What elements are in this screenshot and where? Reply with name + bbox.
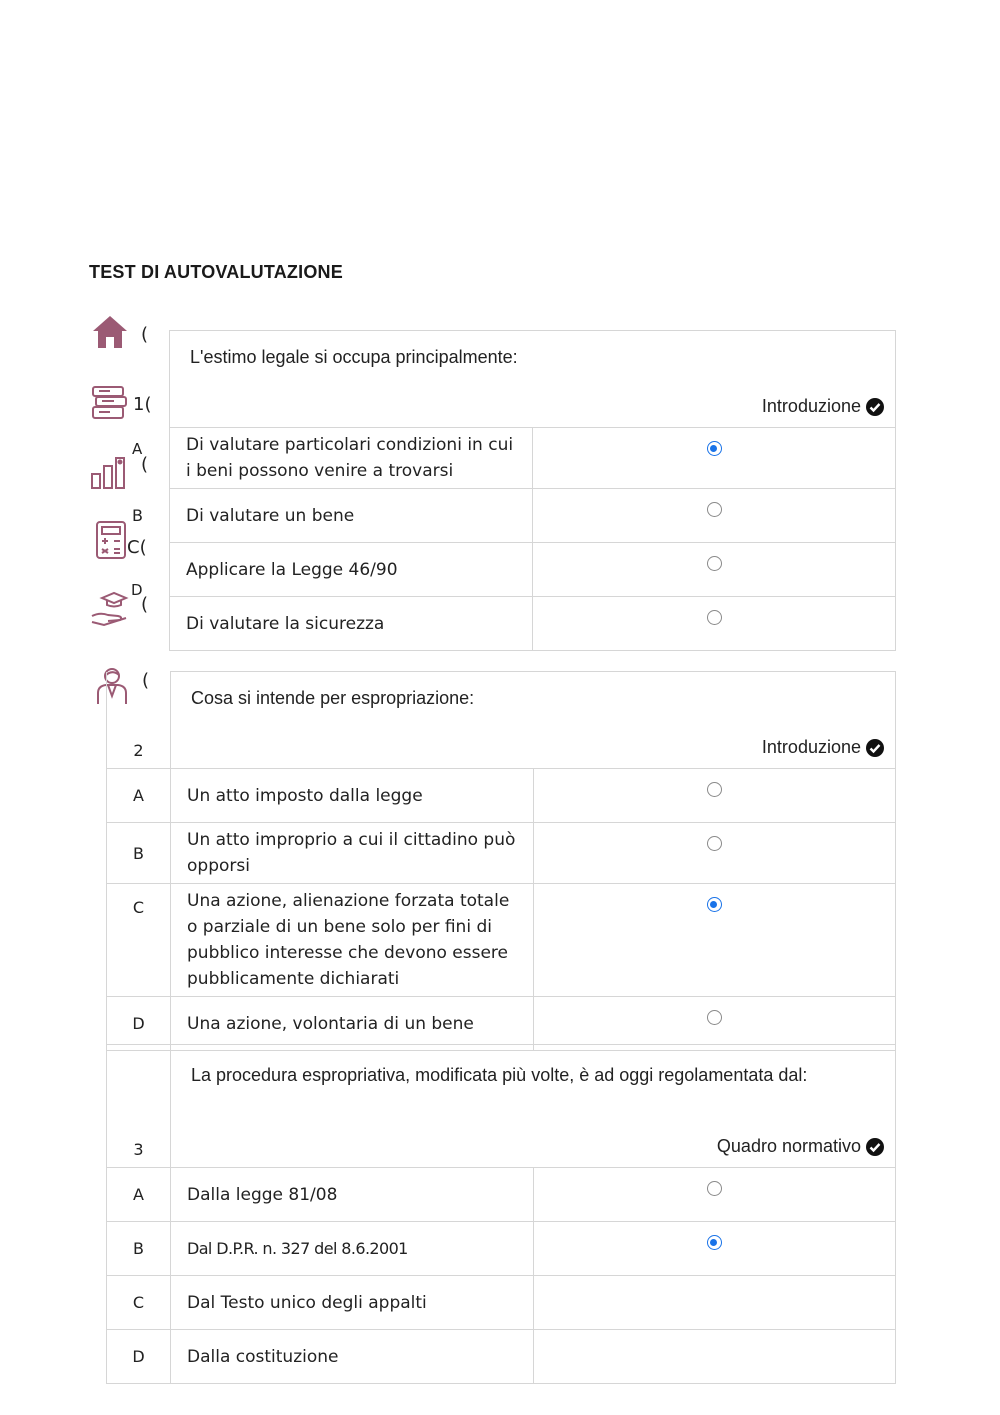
empty-radio-cell (533, 1330, 896, 1384)
answer-row[interactable] (107, 1276, 896, 1330)
answer-radio[interactable] (707, 502, 722, 517)
rail-glyph: ( (142, 670, 150, 691)
answer-text: Una azione, volontaria di un bene (171, 997, 534, 1051)
answer-row[interactable] (107, 997, 896, 1051)
question-2-table (106, 671, 896, 1051)
question-text: Cosa si intende per espropriazione: (191, 688, 475, 708)
rail-glyph: 1( (133, 394, 152, 415)
answer-letter (106, 428, 170, 489)
answer-radio-selected[interactable] (707, 897, 722, 912)
page-title: TEST DI AUTOVALUTAZIONE (89, 262, 343, 282)
answer-letter: B (132, 506, 143, 525)
question-header (106, 331, 896, 428)
answer-text: Dal D.P.R. n. 327 del 8.6.2001 (171, 1222, 534, 1276)
answer-radio[interactable] (707, 782, 722, 797)
question-topic (717, 1136, 885, 1157)
topic-label: Quadro normativo (716, 1136, 861, 1156)
check-circle-icon (865, 1137, 885, 1157)
answer-radio-selected[interactable] (707, 441, 722, 456)
answer-radio[interactable] (707, 1181, 722, 1196)
question-topic (762, 396, 885, 417)
answer-row[interactable] (107, 823, 896, 884)
rail-glyph: C( (127, 537, 147, 558)
answer-letter (106, 597, 170, 651)
answer-text: Di valutare particolari condizioni in cui i beni possono venire a trovarsi (170, 428, 533, 489)
answer-letter: A (107, 1168, 171, 1222)
answer-row[interactable] (106, 489, 896, 543)
answer-letter: C (107, 884, 171, 997)
answer-text: Di valutare la sicurezza (170, 597, 533, 651)
check-circle-icon (865, 397, 885, 417)
question-1-table (106, 330, 896, 651)
answer-text: Un atto improprio a cui il cittadino può opporsi (171, 823, 534, 884)
answer-text: Di valutare un bene (170, 489, 533, 543)
answer-text: Dal Testo unico degli appalti (171, 1276, 534, 1330)
question-number: 3 (107, 1045, 171, 1168)
question-text: L'estimo legale si occupa principalmente: (190, 347, 518, 367)
answer-radio[interactable] (707, 556, 722, 571)
answer-row[interactable] (107, 884, 896, 997)
check-circle-icon (865, 738, 885, 758)
answer-text: Dalla legge 81/08 (171, 1168, 534, 1222)
rail-glyph: ( (141, 324, 149, 345)
answer-letter: D (107, 1330, 171, 1384)
question-text: La procedura espropriativa, modificata più volte, è ad oggi regolamentata dal: (191, 1065, 808, 1085)
answer-row[interactable] (107, 769, 896, 823)
answer-letter: B (107, 1222, 171, 1276)
question-header (107, 1045, 896, 1168)
topic-label: Introduzione (761, 737, 861, 757)
question-number (106, 331, 170, 428)
answer-letter: D (107, 997, 171, 1051)
answer-letter: B (107, 823, 171, 884)
answer-radio[interactable] (707, 1010, 722, 1025)
question-topic (762, 737, 885, 758)
answer-row[interactable] (106, 597, 896, 651)
question-number: 2 (107, 672, 171, 769)
answer-radio[interactable] (707, 836, 722, 851)
question-3-table (106, 1044, 896, 1384)
question-header (107, 672, 896, 769)
answer-row[interactable] (106, 428, 896, 489)
empty-radio-cell (533, 1276, 896, 1330)
answer-text: Una azione, alienazione forzata totale o parziale di un bene solo per fini di pubblico interesse che devono essere pubblicamente dichiarati (171, 884, 534, 997)
answer-text: Un atto imposto dalla legge (171, 769, 534, 823)
rail-glyph: D (131, 581, 143, 599)
rail-glyph: ( (141, 454, 149, 475)
topic-label: Introduzione (761, 396, 861, 416)
answer-row[interactable] (107, 1222, 896, 1276)
answer-radio[interactable] (707, 610, 722, 625)
answer-row[interactable] (106, 543, 896, 597)
answer-row[interactable] (107, 1168, 896, 1222)
rail-glyph: A (132, 440, 143, 458)
answer-text: Applicare la Legge 46/90 (170, 543, 533, 597)
answer-letter (106, 543, 170, 597)
answer-radio-selected[interactable] (707, 1235, 722, 1250)
rail-glyph: ( (141, 594, 149, 615)
answer-text: Dalla costituzione (171, 1330, 534, 1384)
answer-letter: A (107, 769, 171, 823)
answer-letter: C (107, 1276, 171, 1330)
answer-row[interactable] (107, 1330, 896, 1384)
